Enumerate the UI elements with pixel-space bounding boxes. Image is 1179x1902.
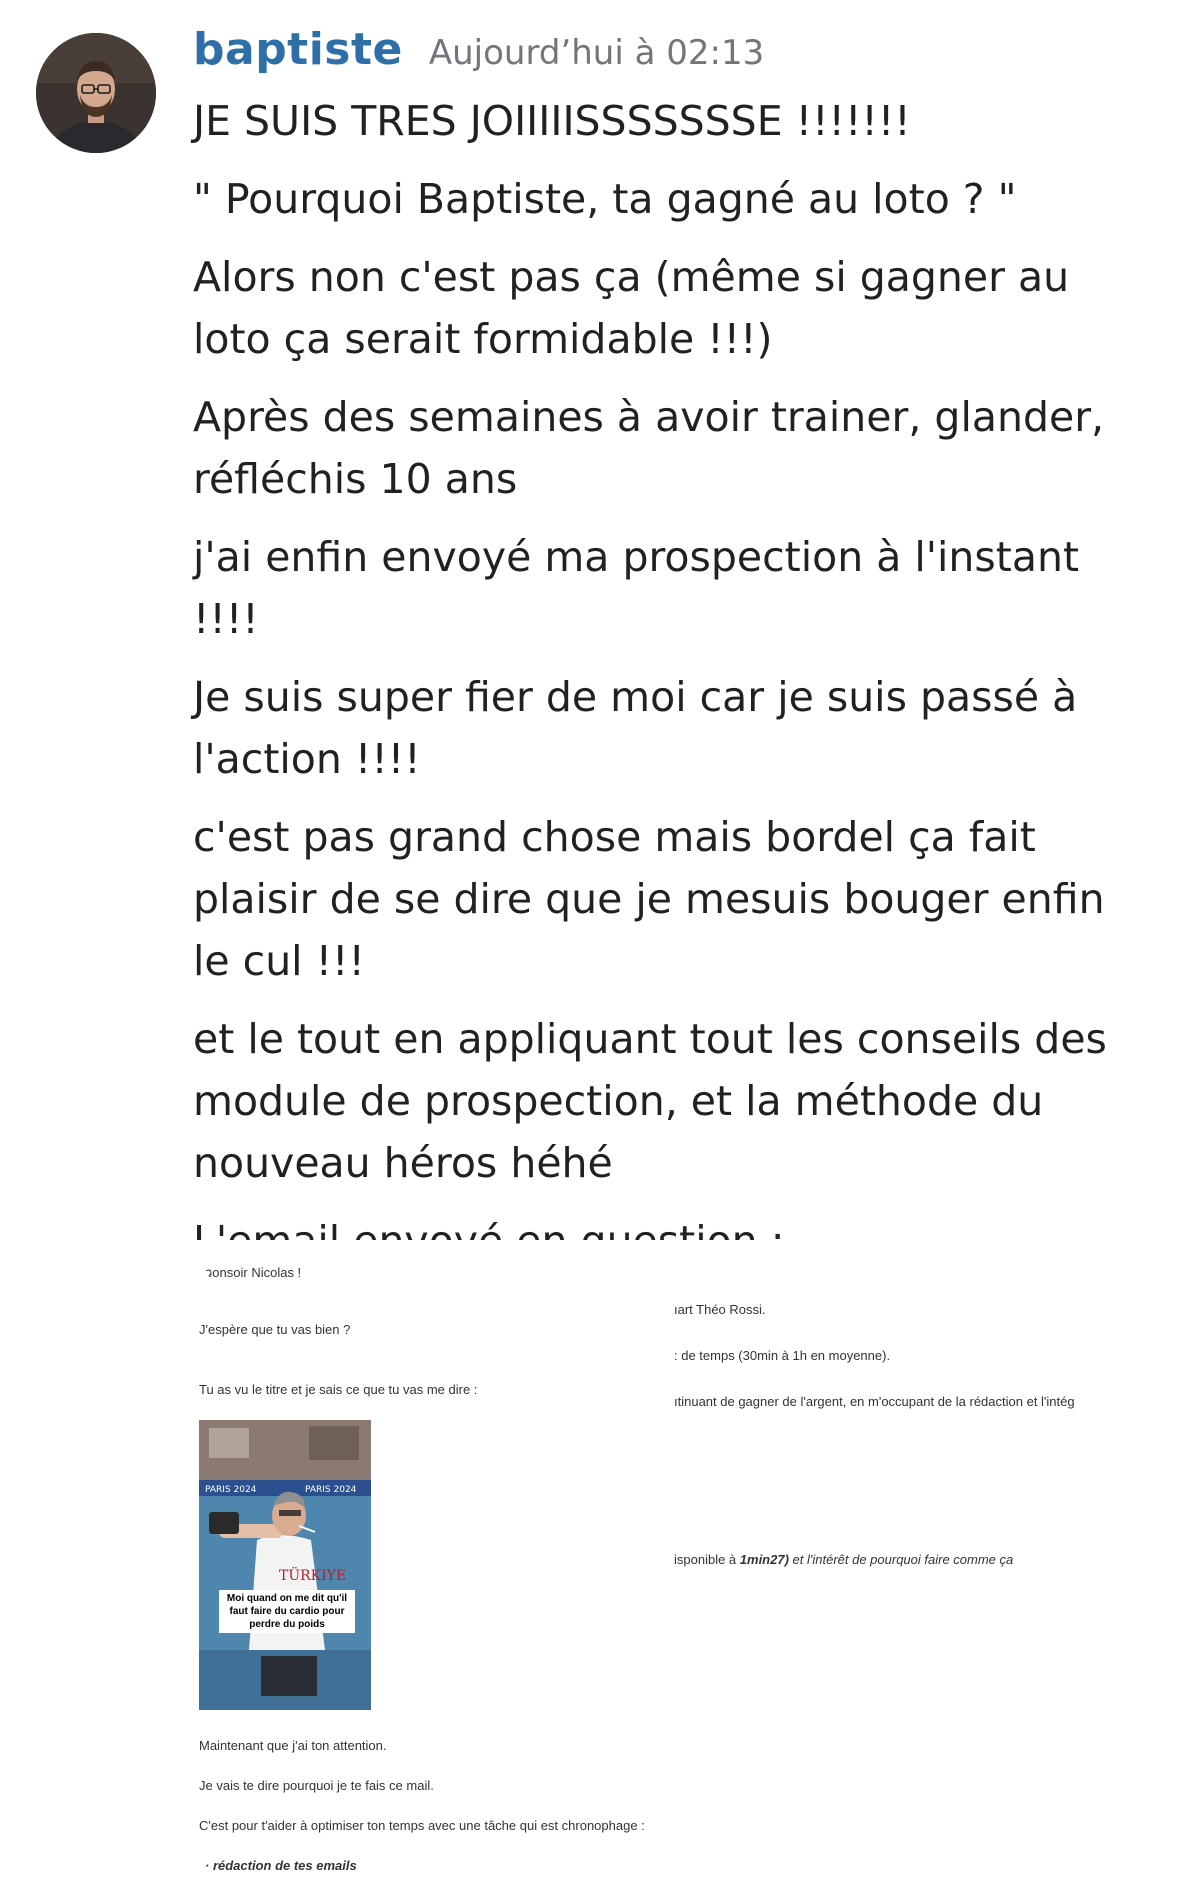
banner-text: PARIS 2024 xyxy=(305,1485,357,1495)
shooter-meme-icon xyxy=(199,1420,371,1710)
message-line: et le tout en appliquant tout les conseils des module de prospection, et la méthode du nouveau héros héhé xyxy=(193,1015,1107,1187)
meme-caption: Moi quand on me dit qu'il faut faire du cardio pour perdre du poids xyxy=(219,1590,355,1633)
email-line-right-prefix: isponible à xyxy=(674,1552,740,1567)
message-line: c'est pas grand chose mais bordel ça fait plaisir de se dire que je mesuis bouger enfin le cul !!! xyxy=(193,813,1105,985)
email-line-right-bold: 1min27) xyxy=(739,1552,789,1567)
author-name[interactable]: baptiste xyxy=(193,24,403,75)
avatar-photo xyxy=(36,33,156,153)
message-body xyxy=(193,90,1153,1288)
email-line: Tu as vu le titre et je sais ce que tu vas me dire : xyxy=(199,1382,478,1397)
email-line: · rédaction de tes emails xyxy=(205,1858,357,1873)
email-line-right: ıtinuant de gagner de l'argent, en m'occupant de la rédaction et l'intég xyxy=(674,1394,1075,1409)
message-line: JE SUIS TRES JOIIIIISSSSSSSE !!!!!!! xyxy=(193,97,911,145)
message-line: j'ai enfin envoyé ma prospection à l'instant !!!! xyxy=(193,533,1080,643)
email-line-right: ıart Théo Rossi. xyxy=(674,1302,766,1317)
email-greeting: วonsoir Nicolas ! xyxy=(205,1265,302,1280)
shirt-text: TÜRKIYE xyxy=(279,1568,347,1584)
message-line: Je suis super fier de moi car je suis passé à l'action !!!! xyxy=(193,673,1078,783)
email-line: J'espère que tu vas bien ? xyxy=(199,1322,351,1337)
email-line-right: : de temps (30min à 1h en moyenne). xyxy=(674,1348,891,1363)
message-line: Après des semaines à avoir trainer, glander, réfléchis 10 ans xyxy=(193,393,1105,503)
message-line: " Pourquoi Baptiste, ta gagné au loto ? " xyxy=(193,175,1017,223)
banner-text: PARIS 2024 xyxy=(205,1485,257,1495)
email-line-right-suffix: et l'intérêt de pourquoi faire comme ça xyxy=(788,1552,1014,1567)
email-line: Je vais te dire pourquoi je te fais ce mail. xyxy=(199,1778,434,1793)
message-header xyxy=(193,24,764,75)
message-line: Alors non c'est pas ça (même si gagner au loto ça serait formidable !!!) xyxy=(193,253,1070,363)
email-line-right xyxy=(674,1552,1013,1567)
email-line: Maintenant que j'ai ton attention. xyxy=(199,1738,387,1753)
email-screenshot-attachment[interactable] xyxy=(193,1240,1153,1902)
email-line: C'est pour t'aider à optimiser ton temps avec une tâche qui est chronophage : xyxy=(199,1818,645,1833)
avatar[interactable] xyxy=(36,33,156,153)
meme-image xyxy=(199,1420,371,1710)
message-timestamp: Aujourd’hui à 02:13 xyxy=(428,33,765,73)
